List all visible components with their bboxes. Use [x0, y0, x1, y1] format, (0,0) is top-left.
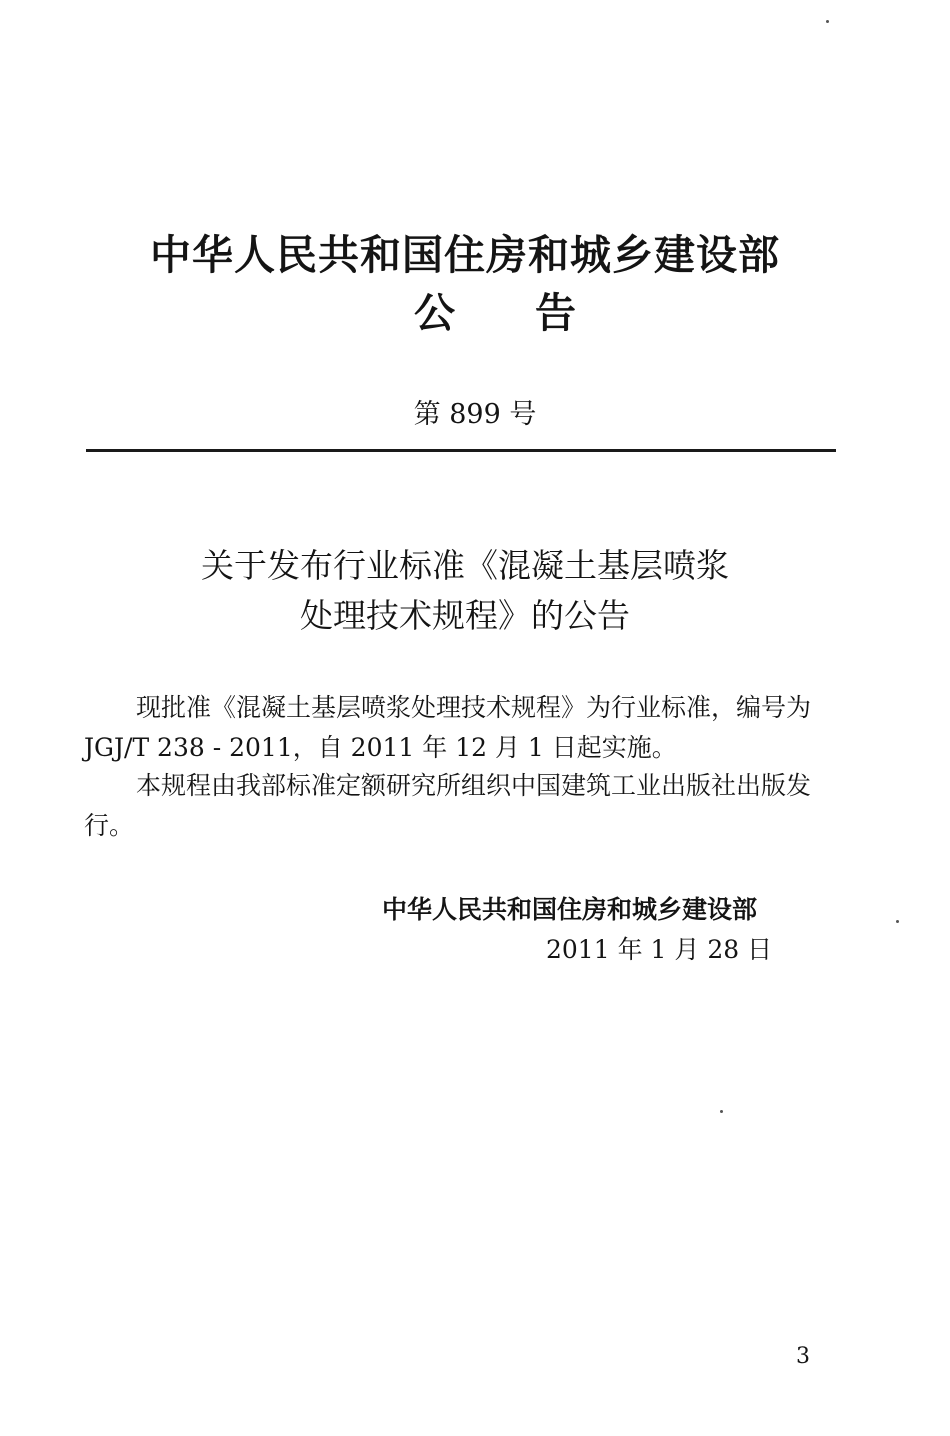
announcement-number: 第 899 号 — [413, 399, 537, 430]
scan-speck — [720, 1110, 723, 1113]
scan-speck — [896, 920, 899, 923]
body-paragraph-approval: 现批准《混凝土基层喷浆处理技术规程》为行业标准，编号为 JGJ/T 238 - 2011，自 2011 年 12 月 1 日起实施。 — [84, 693, 812, 762]
document-type-heading: 公告 — [414, 289, 656, 337]
signature-date: 2011 年 1 月 28 日 — [546, 935, 773, 964]
signature-organization: 中华人民共和国住房和城乡建设部 — [382, 895, 758, 924]
scan-speck — [826, 20, 829, 23]
subject-line-1: 关于发布行业标准《混凝土基层喷浆 — [201, 546, 729, 585]
header-divider — [86, 449, 836, 452]
issuer-title: 中华人民共和国住房和城乡建设部 — [150, 231, 780, 279]
body-paragraph-publication: 本规程由我部标准定额研究所组织中国建筑工业出版社出版发行。 — [84, 771, 812, 840]
subject-line-2: 处理技术规程》的公告 — [300, 596, 630, 635]
page-number: 3 — [796, 1344, 810, 1369]
